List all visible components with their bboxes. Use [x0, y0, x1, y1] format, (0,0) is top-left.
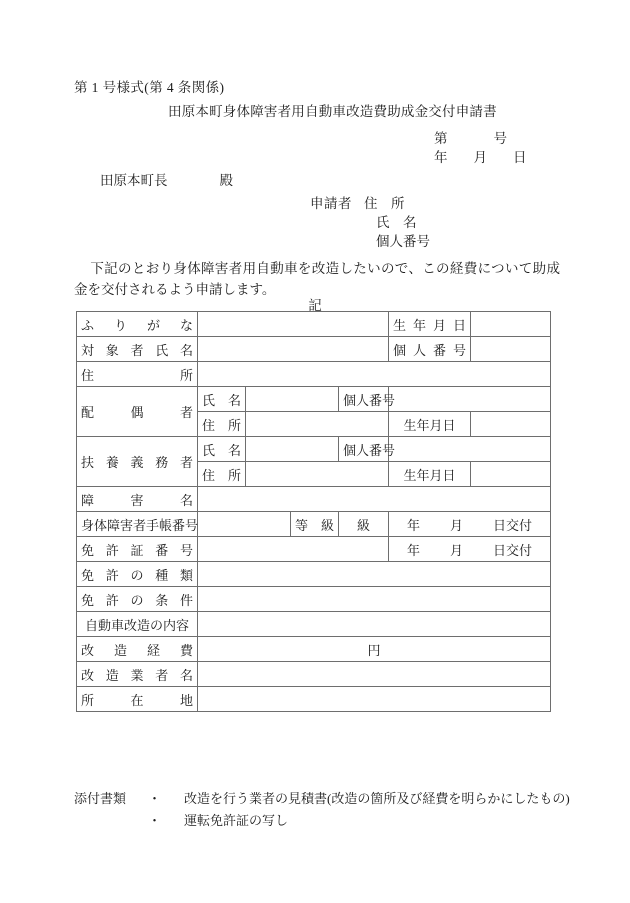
dependent-label: 扶養義務者: [77, 437, 198, 487]
handbook-issue-day: 日交付: [493, 517, 533, 533]
table-row-disability-name: [77, 487, 551, 512]
spouse-birth-date-label: 生年月日: [389, 412, 471, 437]
table-row-license-number: [77, 537, 551, 562]
bullet-icon: ・: [148, 813, 162, 828]
license-number-label: 免許証番号: [77, 537, 198, 562]
spouse-name-input[interactable]: [246, 387, 339, 412]
handbook-number-input[interactable]: [198, 512, 291, 537]
document-title: 田原本町身体障害者用自動車改造費助成金交付申請書: [168, 104, 497, 119]
grade-unit: 級: [356, 517, 370, 533]
license-type-label: 免許の種類: [77, 562, 198, 587]
handbook-number-label: 身体障害者手帳番号: [77, 512, 198, 537]
application-form-table: [76, 311, 551, 712]
table-row-license-type: [77, 562, 551, 587]
dependent-name-label: 氏名: [198, 437, 246, 462]
spouse-name-label: 氏名: [198, 387, 246, 412]
license-issue-year: 年: [406, 542, 420, 558]
handbook-issue-month: 月: [450, 517, 464, 533]
license-issue-day: 日交付: [493, 542, 533, 558]
license-issue-date[interactable]: [389, 537, 551, 562]
contractor-address-input[interactable]: [198, 687, 551, 712]
form-number: 第 1 号様式(第 4 条関係): [74, 80, 225, 95]
spouse-address-label: 住所: [198, 412, 246, 437]
table-row-contractor-address: [77, 687, 551, 712]
attachment-item-1: 改造を行う業者の見積書(改造の箇所及び経費を明らかにしたもの): [184, 791, 570, 806]
subject-name-label: 対象者氏名: [77, 337, 198, 362]
attachment-row-1: [74, 788, 570, 810]
table-row-furigana: [77, 312, 551, 337]
attachment-row-2: [74, 810, 570, 832]
applicant-my-number-label: 個人番号: [376, 234, 430, 249]
license-condition-input[interactable]: [198, 587, 551, 612]
modification-cost-input[interactable]: [198, 637, 551, 662]
modification-content-label: 自動車改造の内容: [77, 612, 198, 637]
date-month-label: 月: [473, 150, 487, 165]
spouse-my-number-label: 個人番号: [339, 387, 389, 412]
dependent-my-number-label: 個人番号: [339, 437, 389, 462]
table-row-address: [77, 362, 551, 387]
license-type-input[interactable]: [198, 562, 551, 587]
currency-unit: 円: [367, 642, 381, 658]
modification-cost-label: 改造経費: [77, 637, 198, 662]
spouse-label: 配偶者: [77, 387, 198, 437]
subject-my-number-input[interactable]: [471, 337, 551, 362]
dependent-name-input[interactable]: [246, 437, 339, 462]
statement-body: 下記のとおり身体障害者用自動車を改造したいので、この経費について助成金を交付されるよう申請します。: [74, 261, 560, 297]
furigana-input[interactable]: [198, 312, 389, 337]
license-number-input[interactable]: [198, 537, 389, 562]
bullet-icon: ・: [148, 791, 162, 806]
grade-input[interactable]: [339, 512, 389, 537]
applicant-label: 申請者: [310, 196, 352, 211]
subject-name-input[interactable]: [198, 337, 389, 362]
dependent-birth-date-label: 生年月日: [389, 462, 471, 487]
addressee-name: 田原本町長: [100, 173, 168, 188]
table-row-modification-content: [77, 612, 551, 637]
spouse-birth-date-input[interactable]: [471, 412, 551, 437]
applicant-block: [310, 194, 430, 251]
date-year-label: 年: [434, 150, 448, 165]
ki-marker: 記: [308, 298, 322, 313]
disability-name-label: 障害名: [77, 487, 198, 512]
table-row-contractor-name: [77, 662, 551, 687]
date-day-label: 日: [513, 150, 527, 165]
spouse-address-input[interactable]: [246, 412, 389, 437]
table-row-dependent-name: [77, 437, 551, 462]
table-row-handbook: [77, 512, 551, 537]
license-issue-month: 月: [450, 542, 464, 558]
attachments-label: 添付書類: [74, 791, 127, 806]
reference-number-line: [434, 127, 507, 147]
contractor-name-label: 改造業者名: [77, 662, 198, 687]
disability-name-input[interactable]: [198, 487, 551, 512]
handbook-issue-year: 年: [406, 517, 420, 533]
attachment-item-2: 運転免許証の写し: [184, 813, 289, 828]
furigana-label: ふりがな: [77, 312, 198, 337]
addressee-line: [100, 169, 233, 189]
table-row-subject-name: [77, 337, 551, 362]
dependent-my-number-input[interactable]: [389, 437, 551, 462]
applicant-name-label: 氏 名: [376, 215, 417, 230]
dependent-birth-date-input[interactable]: [471, 462, 551, 487]
birth-date-input[interactable]: [471, 312, 551, 337]
table-row-license-condition: [77, 587, 551, 612]
table-row-spouse-name: [77, 387, 551, 412]
birth-date-label: 生年月日: [389, 312, 471, 337]
applicant-address-label: 住 所: [364, 196, 405, 211]
addressee-honorific: 殿: [219, 173, 233, 188]
handbook-issue-date[interactable]: [389, 512, 551, 537]
modification-content-input[interactable]: [198, 612, 551, 637]
reference-number-suffix: 号: [493, 131, 507, 146]
reference-date-line: [434, 146, 527, 166]
contractor-name-input[interactable]: [198, 662, 551, 687]
applicant-mynumber-line: [310, 232, 430, 251]
subject-address-input[interactable]: [198, 362, 551, 387]
applicant-name-line: [310, 213, 430, 232]
subject-my-number-label: 個人番号: [389, 337, 471, 362]
license-condition-label: 免許の条件: [77, 587, 198, 612]
table-row-modification-cost: [77, 637, 551, 662]
subject-address-label: 住所: [77, 362, 198, 387]
contractor-address-label: 所在地: [77, 687, 198, 712]
grade-label: 等級: [291, 512, 339, 537]
dependent-address-label: 住所: [198, 462, 246, 487]
applicant-address-line: [310, 194, 430, 213]
reference-number-prefix: 第: [434, 131, 448, 146]
dependent-address-input[interactable]: [246, 462, 389, 487]
attachments-section: [74, 788, 570, 832]
spouse-my-number-input[interactable]: [389, 387, 551, 412]
